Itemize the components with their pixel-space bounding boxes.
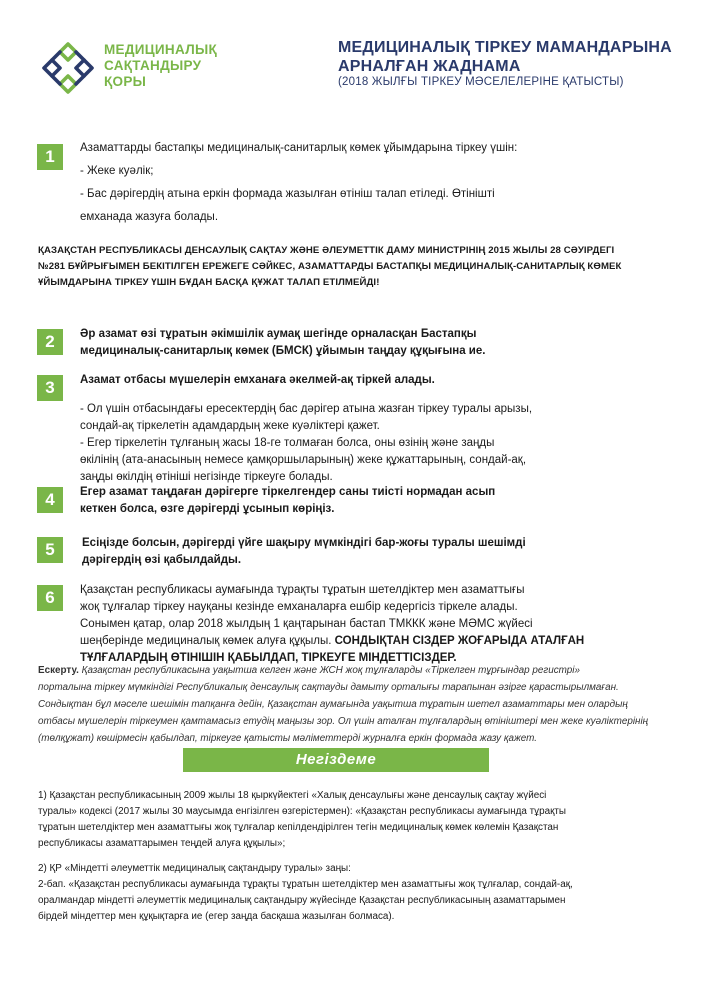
item-number-3: 3 [37,375,63,401]
basis-line: оралмандар міндетті әлеуметтік медициналық сақтандыру жүйесінде Қазақстан республикасының азаматтарымен [38,895,566,906]
item-5-line: дәрігердің өзі қабылдайды. [82,554,242,566]
page-subtitle: (2018 ЖЫЛҒЫ ТІРКЕУ МӘСЕЛЕЛЕРІНЕ ҚАТЫСТЫ) [338,76,624,88]
item-6-bold-tail: СОНДЫҚТАН СІЗДЕР ЖОҒАРЫДА АТАЛҒАН [334,635,585,647]
basis-line: туралы» кодексі (2017 жылы 30 маусымда енгізілген өзгерістермен): «Қазақстан республикасы аумағында тұрақты [38,806,567,817]
item-number-4: 4 [37,487,63,513]
basis-line: республикасы азаматтарымен теңдей алуға құқылы»; [38,838,286,849]
law-notice-line: ҰЙЫМДАРЫНА ТІРКЕУ ҮШІН БҰДАН БАСҚА ҚҰЖАТ ТАЛАП ЕТІЛМЕЙДІ! [38,277,380,288]
basis-line: 2) ҚР «Міндетті әлеуметтік медициналық сақтандыру туралы» заңы: [38,863,351,874]
law-notice-line: ҚАЗАҚСТАН РЕСПУБЛИКАСЫ ДЕНСАУЛЫҚ САҚТАУ ЖӘНЕ ӘЛЕУМЕТТІК ДАМУ МИНИСТРІНІҢ 2015 ЖЫЛЫ 28 СӘУІРДЕГІ [38,245,615,256]
logo-line-1: МЕДИЦИНАЛЫҚ [104,42,218,57]
item-1-line: емханада жазуға болады. [80,211,219,223]
item-1-text [80,140,517,226]
item-6-text [80,582,584,667]
basis-line: 1) Қазақстан республикасының 2009 жылы 18 қыркүйектегі «Халық денсаулығы және денсаулық сақтау жүйесі [38,790,547,801]
note-first-line: Қазақстан республикасына уақытша келген және ЖСН жоқ тұлғаларды «Тіркелген тұрғындар регистрі» [78,665,580,676]
basis-line: 2-бап. «Қазақстан республикасы аумағында тұрақты тұратын шетелдіктер мен азаматтығы жоқ тұлғалар, сондай-ақ, [38,879,573,890]
law-notice-line: №281 БҰЙРЫҒЫМЕН БЕКІТІЛГЕН ЕРЕЖЕГЕ СӘЙКЕС, АЗАМАТТАРДЫ БАСТАПҚЫ МЕДИЦИНАЛЫҚ-САНИТАРЛЫҚ КӨМЕК [38,261,622,272]
item-3-line: - Егер тіркелетін тұлғаның жасы 18-ге толмаған болса, оны өзінің және заңды [80,437,495,449]
note-line: порталына тіркеу мүмкіндігі Республикалық денсаулық сақтауды дамыту орталығы тарапынан әзірге қарастырылмаған. [38,682,619,693]
item-2-line: медициналық-санитарлық көмек (БМСК) ұйымын таңдау құқығына ие. [80,345,486,357]
item-3-line: сондай-ақ тіркелетін адамдардың жеке куәліктері қажет. [80,420,380,432]
item-6-line: Қазақстан республикасы аумағында тұрақты тұратын шетелдіктер мен азаматтығы [80,584,525,596]
item-2-text [80,326,485,360]
item-1-line: Азаматтарды бастапқы медициналық-санитарлық көмек ұйымдарына тіркеу үшін: [80,142,518,154]
item-4-line: Егер азамат таңдаған дәрігерге тіркелгендер саны тиісті нормадан асып [80,486,496,498]
fund-logo-icon [38,38,98,98]
item-3-line: - Ол үшін отбасындағы ересектердің бас дәрігер атына жазған тіркеу туралы арызы, [80,403,533,415]
item-4-line: кеткен болса, өзге дәрігерді ұсынып көріңіз. [80,503,335,515]
item-6-line: жоқ тұлғалар тіркеу науқаны кезінде емханаларға ешбір кедергісіз тіркеле алады. [80,601,518,613]
basis-paragraph-1 [38,788,678,852]
title-line-2: АРНАЛҒАН ЖАДНАМА [338,58,521,75]
note-line: отбасы мүшелерін тіркеумен қамтамасыз етудің маңызы зор. Ол үшін аталған тұлғалардың өтініштері мен жеке куәліктерінің [38,716,649,727]
item-2-line: Әр азамат өзі тұратын әкімшілік аумақ шегінде орналасқан Бастапқы [80,328,477,340]
item-6-line: Сонымен қатар, олар 2018 жылдың 1 қаңтарынан бастап ТМККК және МӘМС жүйесі [80,618,533,630]
logo-wordmark [104,42,217,90]
item-number-1: 1 [37,144,63,170]
basis-paragraph-2 [38,861,678,925]
item-3-title: Азамат отбасы мүшелерін емханаға әкелмей-ақ тіркей алады. [80,374,435,386]
item-6-bold-line: ТҰЛҒАЛАРДЫҢ ӨТІНІШІН ҚАБЫЛДАП, ТІРКЕУГЕ МІНДЕТТІСІЗДЕР. [80,652,457,664]
item-3-line: өкілінің (ата-анасының немесе қамқоршыларының) жеке құжаттарының, сондай-ақ, [80,454,527,466]
logo-line-2: САҚТАНДЫРУ [104,58,202,73]
item-4-text [80,484,495,518]
note-label: Ескерту. [38,665,79,676]
page-title [338,38,672,76]
item-number-6: 6 [37,585,63,611]
item-6-line-text: шеңберінде медициналық көмек алуға құқылы. [80,635,332,647]
item-3-text [80,372,532,486]
note-line: (төлқұжат) көшірмесін қабылдап, тіркеуге қатысты мәліметтерді журналға еркін формада жазу қажет. [38,733,538,744]
item-1-line: - Бас дәрігердің атына еркін формада жазылған өтініш талап етіледі. Өтінішті [80,188,495,200]
title-line-1: МЕДИЦИНАЛЫҚ ТІРКЕУ МАМАНДАРЫНА [338,39,672,56]
law-notice [38,243,674,291]
basis-line: тұратын шетелдіктер мен азаматтығы жоқ тұлғалар кепілдендірілген тегін медициналық көмек көлемін Қазақстан [38,822,559,833]
item-3-line: заңды өкілдің өтініші негізінде тіркеуге болады. [80,471,333,483]
note-line: Сондықтан бұл мәселе шешімін тапқанға дейін, Қазақстан аумағында уақытша тұратын шетел азаматтары мен олардың [38,699,628,710]
item-number-2: 2 [37,329,63,355]
item-1-line: - Жеке куәлік; [80,165,154,177]
basis-banner: Негіздеме [183,748,489,772]
item-5-line: Есіңізде болсын, дәрігерді үйге шақыру мүмкіндігі бар-жоғы туралы шешімді [82,537,526,549]
logo-line-3: ҚОРЫ [104,74,147,89]
basis-line: бірдей міндеттер мен құқықтарға ие (егер заңда басқаша жазылған болмаса). [38,911,395,922]
item-number-5: 5 [37,537,63,563]
note-block [38,662,678,747]
item-6-line [80,633,584,650]
item-5-text [82,535,526,569]
